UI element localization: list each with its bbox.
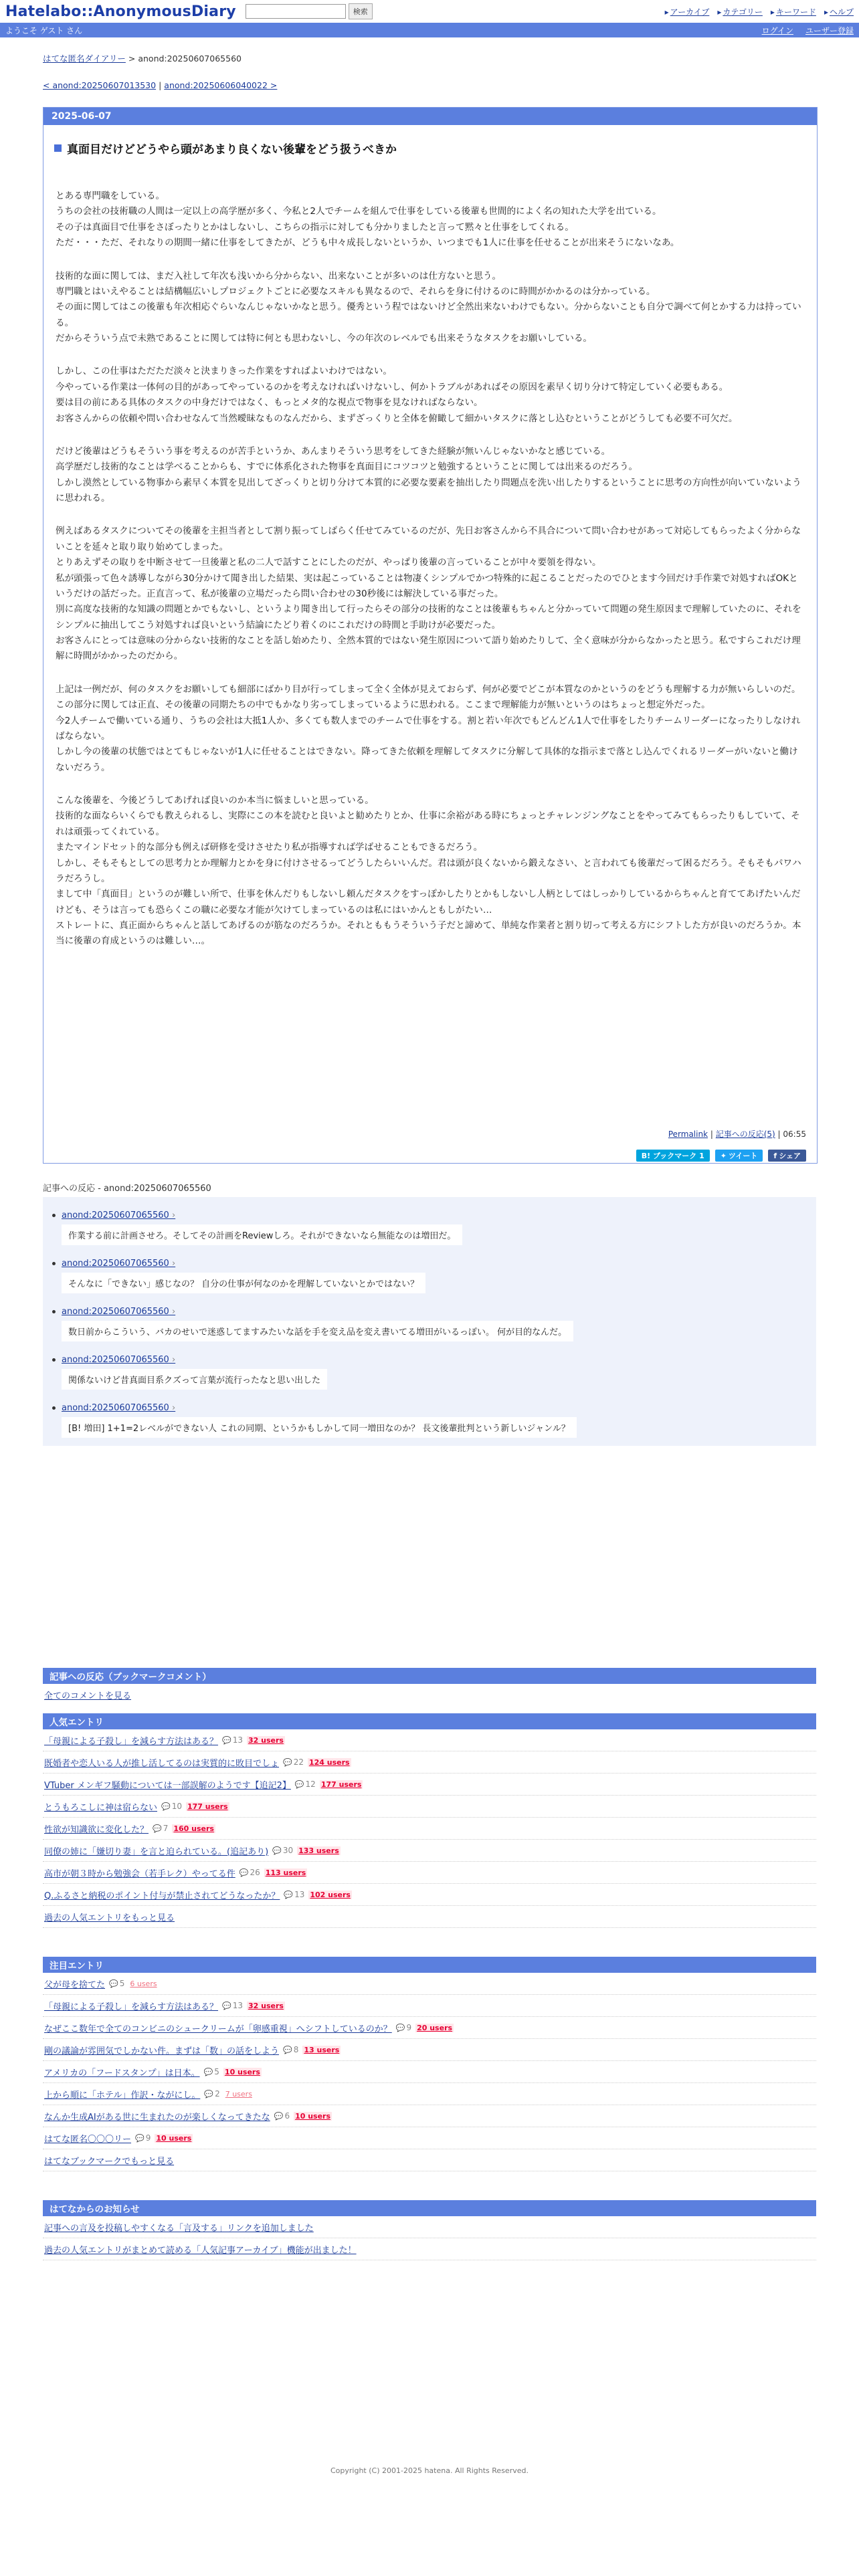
bookmark-comments-section: [43, 1668, 816, 1705]
article-paragraph: 今やっている作業は一体何の目的があってやっているのかを考えなければいけないし、何かトラブルがあればその原因を素早く切り分けて特定していく必要もある。: [56, 381, 729, 393]
article-paragraph: 技術的な面に関しては、まだ入社して年次も浅いから分からない、出来ないことが多いのは仕方ないと思う。: [56, 270, 502, 282]
entry-link[interactable]: 「母親による子殺し」を減らす方法はある？: [44, 2002, 219, 2012]
breadcrumb-current: anond:20250607065560: [138, 53, 242, 64]
entry-link[interactable]: とうもろこしに神は宿らない: [44, 1802, 158, 1813]
comment-count: 💬 30: [272, 1846, 293, 1855]
article-paragraph: 専門職とはいえやることは結構幅広いしプロジェクトごとに必要なスキルも異なるので、それらを身に付けるのに時間がかかるのは分かっている。: [56, 286, 656, 297]
article-title: [54, 140, 817, 156]
comment-count: 💬 26: [240, 1868, 260, 1877]
entry-row: [43, 1862, 816, 1884]
entry-row: [43, 1995, 816, 2017]
comment-count: 💬 22: [283, 1757, 304, 1767]
paragraph-gap: [56, 506, 805, 524]
users-count-link[interactable]: 102 users: [310, 1890, 351, 1899]
comment-count: 💬 8: [283, 2045, 298, 2054]
featured-list: [43, 1973, 816, 2149]
entry-link[interactable]: 上から順に「ホテル」作訳・ながにし。: [44, 2090, 201, 2101]
article-paragraph: しかし今の後輩の状態ではとてもじゃないが1人に任せることはできない。降ってきた依頼を理解してタスクに分解して具体的な指示まで落とし込んでくれるリーダーがいないと働けないだろう。: [56, 746, 798, 773]
reaction-item: [62, 1307, 573, 1341]
reaction-excerpt: [B! 増田] 1+1=2レベルができない人 これの同期、というかもしかして同一増田なのか？ 長文後輩批判という新しいジャンル？: [62, 1417, 577, 1438]
comment-count: 💬 10: [161, 1802, 182, 1811]
users-count-link[interactable]: 7 users: [225, 2089, 252, 2099]
entry-row: [43, 1751, 816, 1774]
users-count-link[interactable]: 10 users: [224, 2067, 260, 2076]
featured-heading: 注目エントリ: [43, 1957, 816, 1973]
reaction-excerpt: 関係ないけど昔真面目系クズって言葉が流行ったなと思い出した: [62, 1369, 327, 1390]
users-count-link[interactable]: 177 users: [320, 1780, 362, 1789]
paragraph-gap: [56, 665, 805, 682]
article-paragraph: 要は目の前にある具体のタスクの中身だけではなく、もっとメタ的な視点で物事を見なければならない。: [56, 397, 483, 409]
entry-link[interactable]: なぜここ数年で全てのコンビニのシュークリームが「卵感重視」へシフトしているのか？: [44, 2024, 392, 2034]
paragraph-gap: [56, 251, 805, 269]
comment-count: 💬 13: [222, 2001, 243, 2010]
comment-count: 💬 9: [135, 2133, 151, 2143]
reaction-item: [62, 1403, 577, 1438]
users-count-link[interactable]: 10 users: [295, 2111, 331, 2121]
notice-item: [43, 2238, 816, 2260]
notices-section: [43, 2200, 816, 2260]
reaction-item: [62, 1259, 425, 1293]
article-paragraph: しかし漠然としている物事から素早く本質を見出してざっくりと切り分けて本質的に必要な要素を抽出したり問題点を洗い出したりするということに思考の方向性が向いていないように思われる。: [56, 477, 801, 504]
article-body: [56, 189, 805, 950]
comment-count: 💬 7: [153, 1824, 168, 1833]
article-paragraph: 高学歴だし技術的なことは学べることからも、すでに体系化された物事を真面目にコツコツと勉強するということに関しては出来るのだろう。: [56, 461, 638, 473]
user-bar: [0, 23, 859, 37]
comment-count: 💬 6: [274, 2111, 290, 2121]
article-paragraph: しかし、そもそもとしての思考力とか理解力とかを身に付けさせるってどうしたらいいんだ。君は頭が良くないから鍛えなさい、と言われても後輩だって困るだろう。そもそもパワハラだろうし。: [56, 857, 801, 884]
article-paragraph: その面に関してはこの後輩も年次相応ぐらいなんじゃないかなと思う。優秀という程ではないけど全然出来ないわけでもない。分からないことも自分で調べて何とかする力は持っている。: [56, 302, 801, 328]
entry-link[interactable]: アメリカの「フードスタンプ」は日本。: [44, 2068, 200, 2078]
reaction-excerpt: 数日前からこういう、バカのせいで迷惑してますみたいな話を手を変え品を変え書いてる増田がいるっぽい。 何が目的なんだ。: [62, 1321, 573, 1341]
article-paragraph: 例えばあるタスクについてその後輩を主担当者として割り振ってしばらく任せてみているのだが、先日お客さんから不具合について問い合わせがあって対応してもらったよく分からないことを延々と取り取り始めてしまった。: [56, 526, 801, 552]
next-entry-link[interactable]: anond:20250606040022 >: [164, 80, 278, 90]
pager: [43, 80, 816, 90]
breadcrumb-separator: >: [128, 53, 136, 64]
bullet-icon: [52, 1262, 56, 1265]
reaction-link[interactable]: anond:20250607065560 ›: [62, 1403, 175, 1413]
breadcrumb-home[interactable]: はてな匿名ダイアリー: [43, 53, 126, 64]
welcome-text: ようこそ ゲスト さん: [5, 25, 83, 35]
entry-row: [43, 2083, 816, 2105]
archive-link[interactable]: ▸ アーカイブ: [665, 6, 710, 17]
post-time: 06:55: [783, 1130, 806, 1139]
entry-link[interactable]: 剛の議論が雰囲気でしかない件。まずは「数」の話をしよう: [44, 2046, 280, 2056]
entry-row: [43, 2039, 816, 2061]
users-count-link[interactable]: 13 users: [304, 2045, 340, 2054]
entry-link[interactable]: 既婚者や恋人いる人が推し活してるのは実質的に敗目でしょ: [44, 1758, 280, 1769]
entry-row: [43, 1774, 816, 1796]
popular-more-row: [43, 1906, 816, 1928]
article-paragraph: またマインドセット的な部分も例えば研修を受けさせたり私が指導すれば学ばせることもできるだろう。: [56, 842, 483, 853]
permalink[interactable]: Permalink: [668, 1130, 708, 1139]
site-logo[interactable]: Hatelabo::AnonymousDiary: [5, 3, 236, 20]
all-comments-link[interactable]: 全てのコメントを見る: [44, 1691, 132, 1701]
bullet-icon: [52, 1214, 56, 1217]
comment-count: 💬 13: [222, 1735, 243, 1745]
entry-link[interactable]: なんか生成AIがある世に生まれたのが楽しくなってきたな: [44, 2112, 270, 2123]
help-link[interactable]: ▸ ヘルプ: [824, 6, 854, 17]
bullet-icon: [52, 1358, 56, 1362]
search-button[interactable]: 検索: [349, 3, 373, 19]
article-paragraph: この部分に関しては正直、その後輩の同期たちの中でもかなり劣ってしまっているように思われる。ここまで理解能力が無いというのはちょっと想定外だった。: [56, 700, 710, 711]
copyright: Copyright (C) 2001-2025 hatena. All Rights Reserved.: [330, 2466, 529, 2475]
reaction-item: [62, 1210, 462, 1245]
reactions-list: [43, 1197, 816, 1446]
facebook-share-label: シェア: [779, 1152, 801, 1160]
login-link[interactable]: ログイン: [761, 25, 793, 35]
comment-count: 💬 5: [204, 2067, 219, 2076]
entry-link[interactable]: 「母親による子殺し」を減らす方法はある？: [44, 1736, 219, 1747]
title-square-icon: [54, 144, 62, 152]
reaction-link[interactable]: anond:20250607065560 ›: [62, 1307, 175, 1317]
twitter-bird-icon: ✦: [720, 1151, 727, 1160]
hatena-bookmark-button[interactable]: B! ブックマーク 1: [636, 1150, 710, 1162]
article-paragraph: とある専門職をしている。: [56, 191, 165, 201]
article-paragraph: ただ・・・ただ、それなりの期間一緒に仕事をしてきたが、どうも中々成長しないというか、いつまでも1人に仕事を任せることが出来そうにないなあ。: [56, 237, 680, 249]
bookmark-comments-heading: 記事への反応（ブックマークコメント）: [43, 1668, 816, 1684]
comment-count: 💬 9: [396, 2023, 411, 2032]
users-count-link[interactable]: 133 users: [298, 1846, 339, 1855]
article-paragraph: 今2人チームで働いている通り、うちの会社は大抵1人か、多くても数人までのチームで仕事をする。割と若い年次でもどんどん1人で仕事をしたりチームリーダーになったりしなければならない。: [56, 715, 801, 742]
featured-section: [43, 1957, 816, 2171]
article-paragraph: お客さんにとっては意味の分からない技術的なことを話し始めたり、全然本質的ではない発生原因について語り始めたりして、全く意味が分からなかったと思う。私ですらこれだけ理解に時間がかかったのだから。: [56, 635, 801, 662]
article-paragraph: だけど後輩はどうもそういう事を考えるのが苦手というか、あんまりそういう思考をしてきた経験が無いんじゃないかなと感じている。: [56, 445, 611, 457]
search-input[interactable]: [246, 4, 346, 19]
footer-sep: |: [777, 1130, 783, 1139]
entry-row: [43, 1840, 816, 1862]
featured-more-row: [43, 2149, 816, 2171]
paragraph-gap: [56, 427, 805, 444]
users-count-link[interactable]: 10 users: [156, 2133, 192, 2143]
users-count-link[interactable]: 160 users: [173, 1824, 214, 1833]
comment-count: 💬 12: [295, 1780, 316, 1789]
article-title-text[interactable]: 真面目だけどどうやら頭があまり良くない後輩をどう扱うべきか: [67, 143, 397, 156]
article-paragraph: うちの会社の技術職の人間は一定以上の高学歴が多く、今私と2人でチームを組んで仕事をしている後輩も世間的によく名の知れた大学を出ている。: [56, 206, 662, 217]
search-form: [246, 3, 373, 19]
bullet-icon: [52, 1310, 56, 1313]
notice-link[interactable]: 過去の人気エントリがまとめて読める「人気記事アーカイブ」機能が出ました！: [44, 2245, 357, 2256]
notice-item: [43, 2216, 816, 2238]
article-paragraph: お客さんからの依頼や問い合わせなんて当然曖昧なものなんだから、まずざっくりと全体を俯瞰して細かいタスクに落とし込むということがどうしても必要不可欠だ。: [56, 413, 738, 424]
article-paragraph: とりあえずその取りを中断させて一旦後輩と私の二人で話すことにしたのだが、やっぱり後輩の言っていることが中々要領を得ない。: [56, 557, 601, 568]
entry-row: [43, 2127, 816, 2149]
category-link[interactable]: ▸ カテゴリー: [717, 6, 763, 17]
entry-link[interactable]: 性欲が知識欲に変化した？: [44, 1824, 149, 1835]
article-paragraph: その子は真面目で仕事をさぼったりとかはしないし、こちらの指示に対しても分かりましたと言って黙々と仕事をしてくれる。: [56, 221, 574, 233]
entry-row: [43, 2061, 816, 2083]
reaction-link[interactable]: anond:20250607065560 ›: [62, 1210, 175, 1220]
article-paragraph: しかし、この仕事はただただ淡々と決まりきった作業をすればよいわけではない。: [56, 366, 392, 377]
popular-section: [43, 1713, 816, 1928]
entry-row: [43, 1796, 816, 1818]
entry-link[interactable]: 父が母を捨てた: [44, 1979, 106, 1990]
facebook-f-icon: f: [773, 1151, 777, 1160]
twitter-share-button[interactable]: [715, 1150, 763, 1162]
reactions-count-link[interactable]: 記事への反応(5): [715, 1130, 775, 1139]
article-paragraph: こんな後輩を、今後どうしてあげれば良いのか本当に悩ましいと思っている。: [56, 795, 374, 806]
register-link[interactable]: ユーザー登録: [805, 25, 854, 35]
article-footer: [668, 1128, 806, 1140]
article-paragraph: 上記は一例だが、何のタスクをお願いしても細部にばかり目が行ってしまって全く全体が見えておらず、何が必要でどこが本質なのかというのをどうも理解する力が無いらしいのだ。: [56, 683, 801, 695]
popular-list: [43, 1729, 816, 1906]
article-paragraph: まして中「真面目」というのが難しい所で、仕事を休んだりもしないし頼んだタスクをすっぽかしたりとかもしないし人柄としてはしっかりしているからちゃんと育ててあげたいんだけども、そうは言っても恐らくこの職に必要な才能が欠けてしまっているのは私にはいかんともしがたい…: [56, 889, 801, 916]
entry-row: [43, 2105, 816, 2127]
comment-count: 💬 2: [204, 2089, 219, 2099]
reactions-label: 記事への反応 - anond:20250607065560: [43, 1184, 211, 1194]
article-paragraph: 私が頭張って色々誘導しながら30分かけて聞き出した結果、実は起こっていることは物凄くシンプルでかつ特殊的に起こることだったのでひとます今回だけ手作業で対処すればOKというだけの話だった。正直言って、私が後輩の立場だったら問い合わせの30秒後には解決している事だった。: [56, 572, 798, 599]
reaction-item: [62, 1355, 327, 1390]
facebook-share-button[interactable]: [768, 1150, 806, 1162]
entry-row: [43, 2017, 816, 2039]
pager-separator: |: [159, 80, 162, 90]
share-buttons: [636, 1150, 806, 1162]
article-paragraph: 別に高度な技術的な知識の問題とかでもないし、というより聞き出して行ったらその部分の技術的なことは後輩もちゃんと分かっていて問題の発生原因まで理解していたのに、それをシンプルに抽出してこう対処すれば良いという結論にたどり着くのにこれだけの時間と手助けが必要だった。: [56, 604, 801, 631]
entry-link[interactable]: Q.ふるさと納税のポイント付与が禁止されてどうなったか？: [44, 1891, 280, 1901]
entry-row: [43, 1884, 816, 1906]
reaction-excerpt: そんなに「できない」感じなの？ 自分の仕事が何なのかを理解していないとかではない？: [62, 1273, 425, 1293]
users-count-link[interactable]: 6 users: [130, 1979, 157, 1988]
featured-more-link[interactable]: はてなブックマークでもっと見る: [44, 2156, 175, 2167]
article: [43, 107, 818, 1164]
users-count-link[interactable]: 32 users: [248, 2001, 284, 2010]
article-date: 2025-06-07: [43, 108, 817, 125]
keyword-link[interactable]: ▸ キーワード: [771, 6, 816, 17]
entry-link[interactable]: 同僚の姉に「嫌切り妻」を言と迫られている。(追記あり): [44, 1846, 269, 1857]
bullet-icon: [52, 1406, 56, 1410]
article-paragraph: 技術的な面ならいくらでも教えられるし、実際にこの本を読むと良いよと勧めたりとか、仕事に余裕がある時にちょっとチャレンジングなことをやってみてもらったりもしていて、それは頑張ってくれている。: [56, 811, 800, 837]
header-links: [665, 6, 854, 17]
comment-count: 💬 5: [109, 1979, 124, 1988]
reaction-link[interactable]: anond:20250607065560 ›: [62, 1355, 175, 1365]
entry-link[interactable]: 高市が朝３時から勉強会（若手レク）やってる件: [44, 1868, 235, 1879]
popular-more-link[interactable]: 過去の人気エントリをもっと見る: [44, 1913, 175, 1923]
paragraph-gap: [56, 346, 805, 364]
entry-row: [43, 1729, 816, 1751]
paragraph-gap: [56, 776, 805, 793]
footer-sep: |: [710, 1130, 716, 1139]
top-header: [0, 0, 859, 23]
users-count-link[interactable]: 177 users: [187, 1802, 228, 1811]
reaction-excerpt: 作業する前に計画させろ。そしてその計画をReviewしろ。それができないなら無能なのは増田だ。: [62, 1224, 462, 1245]
comment-count: 💬 13: [284, 1890, 304, 1899]
users-count-link[interactable]: 32 users: [248, 1735, 284, 1745]
prev-entry-link[interactable]: < anond:20250607013530: [43, 80, 157, 90]
notices-heading: はてなからのお知らせ: [43, 2200, 816, 2216]
users-count-link[interactable]: 20 users: [417, 2023, 453, 2032]
article-paragraph: だからそういう点で未熟であることに関しては特に何とも思わないし、今の年次のレベルでも出来そうなタスクをお願いしている。: [56, 333, 593, 344]
entry-row: [43, 1973, 816, 1995]
entry-row: [43, 1818, 816, 1840]
notice-link[interactable]: 記事への言及を投稿しやすくなる「言及する」リンクを追加しました: [44, 2223, 314, 2234]
reaction-link[interactable]: anond:20250607065560 ›: [62, 1259, 175, 1269]
users-count-link[interactable]: 124 users: [309, 1757, 350, 1767]
breadcrumb: [43, 52, 816, 64]
twitter-share-label: ツイート: [728, 1152, 758, 1160]
all-comments-row: [43, 1684, 816, 1705]
article-paragraph: ストレートに、真正面からちゃんと話してあげるのが筋なのだろうか。それとももうそういう子だと諦めて、単純な作業者と割り切って考える方にシフトした方が良いのだろうか。本当に後輩の育成というのは難しい…。: [56, 920, 801, 947]
users-count-link[interactable]: 113 users: [265, 1868, 306, 1877]
entry-link[interactable]: はてな匿名〇〇〇リー: [44, 2134, 132, 2145]
popular-heading: 人気エントリ: [43, 1713, 816, 1729]
entry-link[interactable]: VTuber メンギフ騒動については一部誤解のようです【追記2】: [44, 1780, 291, 1791]
